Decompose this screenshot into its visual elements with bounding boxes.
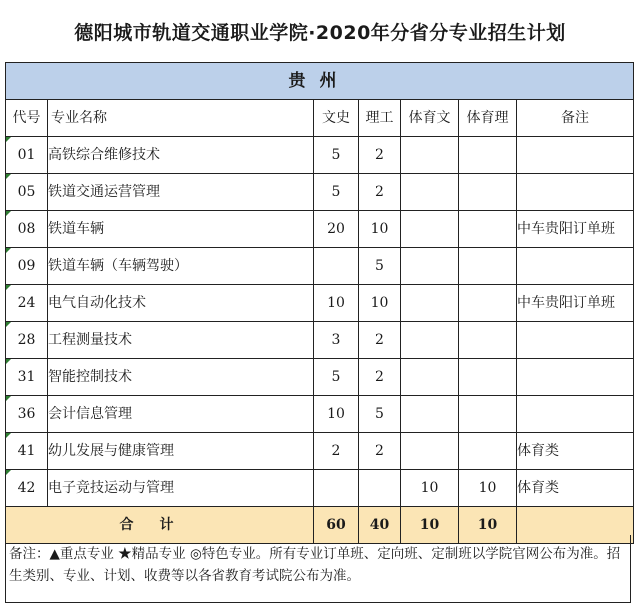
row-major-name: 电气自动化技术 [48,285,314,322]
footnote-text: 备注：▲重点专业 ★精品专业 ◎特色专业。所有专业订单班、定向班、定制班以学院官网公布为准。招生类别、专业、计划、收费等以各省教育考试院公布为准。 [9,546,621,584]
row-wenshi: 5 [314,174,359,211]
row-note [517,359,634,396]
table-row [6,211,634,248]
row-code: 09 [6,248,48,285]
row-major-name: 高铁综合维修技术 [48,137,314,174]
row-note: 中车贵阳订单班 [517,211,634,248]
row-ligong: 2 [359,137,401,174]
row-wenshi: 5 [314,359,359,396]
row-tiyuli: 10 [459,470,517,507]
header-ligong: 理工 [359,100,401,137]
row-tiyuwen [401,248,459,285]
header-wenshi: 文史 [314,100,359,137]
row-code: 24 [6,285,48,322]
row-major-name: 工程测量技术 [48,322,314,359]
row-wenshi [314,248,359,285]
row-ligong: 2 [359,359,401,396]
row-tiyuli [459,248,517,285]
row-wenshi [314,470,359,507]
row-wenshi: 20 [314,211,359,248]
row-ligong: 2 [359,322,401,359]
row-code: 36 [6,396,48,433]
row-note: 体育类 [517,433,634,470]
row-major-name: 铁道车辆 [48,211,314,248]
row-tiyuwen [401,322,459,359]
row-tiyuli [459,396,517,433]
row-tiyuli [459,322,517,359]
table-row [6,174,634,211]
row-note [517,322,634,359]
table-row [6,248,634,285]
row-note [517,137,634,174]
row-wenshi: 10 [314,285,359,322]
province-name: 贵州 [6,63,634,100]
row-ligong: 2 [359,433,401,470]
total-wenshi: 60 [314,507,359,544]
table-row [6,359,634,396]
row-ligong: 5 [359,396,401,433]
enrollment-table [5,62,634,544]
row-tiyuwen [401,174,459,211]
row-note [517,396,634,433]
row-code: 42 [6,470,48,507]
row-tiyuwen [401,359,459,396]
row-tiyuwen [401,285,459,322]
table-row [6,322,634,359]
row-code: 05 [6,174,48,211]
header-tiyuli: 体育理 [459,100,517,137]
row-ligong: 5 [359,248,401,285]
row-code: 31 [6,359,48,396]
row-ligong [359,470,401,507]
row-major-name: 电子竞技运动与管理 [48,470,314,507]
total-tiyuwen: 10 [401,507,459,544]
row-wenshi: 3 [314,322,359,359]
row-major-name: 智能控制技术 [48,359,314,396]
header-row [6,100,634,137]
row-code: 41 [6,433,48,470]
row-note [517,174,634,211]
row-ligong: 10 [359,211,401,248]
table-row [6,396,634,433]
row-tiyuwen [401,211,459,248]
total-label: 合计 [6,507,314,544]
row-major-name: 幼儿发展与健康管理 [48,433,314,470]
row-tiyuwen: 10 [401,470,459,507]
row-note: 中车贵阳订单班 [517,285,634,322]
row-code: 08 [6,211,48,248]
row-tiyuwen [401,396,459,433]
row-tiyuwen [401,433,459,470]
row-ligong: 2 [359,174,401,211]
table-row [6,470,634,507]
row-tiyuli [459,174,517,211]
header-note: 备注 [517,100,634,137]
total-tiyuli: 10 [459,507,517,544]
row-code: 28 [6,322,48,359]
row-major-name: 铁道交通运营管理 [48,174,314,211]
row-tiyuli [459,359,517,396]
province-row [6,63,634,100]
header-major: 专业名称 [48,100,314,137]
row-major-name: 铁道车辆（车辆驾驶） [48,248,314,285]
row-tiyuli [459,211,517,248]
row-wenshi: 5 [314,137,359,174]
row-wenshi: 2 [314,433,359,470]
row-wenshi: 10 [314,396,359,433]
row-tiyuwen [401,137,459,174]
table-row [6,433,634,470]
row-note [517,248,634,285]
row-note: 体育类 [517,470,634,507]
row-tiyuli [459,137,517,174]
row-code: 01 [6,137,48,174]
row-tiyuli [459,285,517,322]
header-code: 代号 [6,100,48,137]
header-tiyuwen: 体育文 [401,100,459,137]
table-row [6,285,634,322]
row-tiyuli [459,433,517,470]
page-title: 德阳城市轨道交通职业学院·2020年分省分专业招生计划 [74,21,566,44]
total-ligong: 40 [359,507,401,544]
table-row [6,137,634,174]
row-ligong: 10 [359,285,401,322]
row-major-name: 会计信息管理 [48,396,314,433]
